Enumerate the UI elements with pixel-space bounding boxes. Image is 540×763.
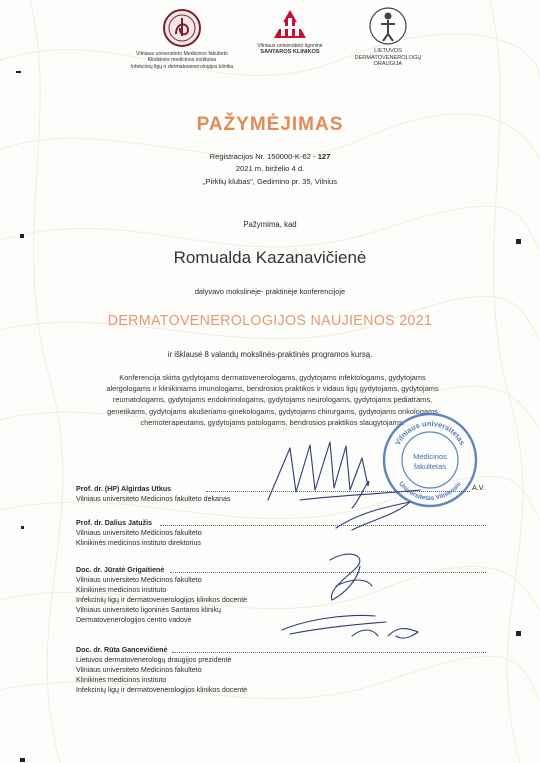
signatory-title-line: Vilniaus universiteto Medicinos fakulteto bbox=[76, 529, 202, 538]
signatory-title-line: Klinikinės medicinos instituto bbox=[76, 676, 167, 685]
signatory-title-line: Klinikinės medicinos instituto direktorius bbox=[76, 539, 201, 548]
description-line: alergologams ir klinikiniams imunologams, bendrosios praktikos ir vidaus ligų gydytojams, gydytojams bbox=[106, 384, 439, 394]
description-line: chemoterapeutams, gydytojams patologams, bendrosios praktikos slaugytojams. bbox=[140, 417, 405, 427]
santaros-logo-line: SANTAROS KLINIKOS bbox=[260, 49, 320, 56]
signatory-title-line: Klinikinės medicinos instituto bbox=[76, 586, 167, 595]
signatory-name: Doc. dr. Jūratė Grigaitienė bbox=[76, 566, 165, 574]
signatory-title-line: Vilniaus universiteto ligoninės Santaros klinikų bbox=[76, 606, 221, 615]
conference-name: DERMATOVENEROLOGIJOS NAUJIENOS 2021 bbox=[107, 313, 433, 329]
santaros-logo-line: Vilniaus universiteto ligoninė bbox=[257, 43, 323, 49]
signatory-name: Prof. dr. (HP) Algirdas Utkus bbox=[76, 485, 172, 493]
stamp-bottom-text: Universitetas Vilniensis bbox=[397, 480, 463, 503]
registration-number-suffix: 127 bbox=[317, 152, 331, 161]
signatory-title-line: Vilniaus universiteto Medicinos fakulteto bbox=[76, 666, 202, 675]
certifies-text: Pažymima, kad bbox=[243, 220, 297, 229]
participated-text: dalyvavo mokslinėje- praktinėje konferencijoje bbox=[194, 287, 346, 296]
signatory-title-line: Infekcinių ligų ir dermatovenerologijos klinikos docentė bbox=[76, 686, 248, 695]
signatory-title-line: Vilniaus universiteto Medicinos fakulteto bbox=[76, 576, 202, 585]
stamp-center-text: Medicinos bbox=[413, 452, 447, 461]
registration-date: 2021 m. birželio 4 d. bbox=[235, 164, 305, 174]
certificate-title: PAŽYMĖJIMAS bbox=[196, 114, 344, 135]
vu-logo-line: Vilniaus universiteto Medicinos fakulteto bbox=[136, 51, 228, 57]
stamp-outer-text: Vilniaus universitetas bbox=[392, 418, 468, 447]
description-line: genetikams, gydytojams akušeriams-ginekologams, gydytojams chirurgams, gydytojams onkologams bbox=[107, 406, 438, 416]
signatory-title-line: Lietuvos dermatovenerologų draugijos prezidentė bbox=[76, 656, 232, 665]
signatory-name: Prof. dr. Dalius Jatužis bbox=[76, 519, 153, 527]
ldvd-logo-line: DRAUGIJA bbox=[373, 61, 403, 68]
vu-logo-line: Klinikinės medicinos institutas bbox=[147, 57, 217, 64]
signature-3-stroke bbox=[330, 554, 372, 600]
ldvd-logo-line: LIETUVOS bbox=[374, 48, 402, 54]
signatory-title-line: Vilniaus universiteto Medicinos fakulteto dekanas bbox=[76, 495, 231, 504]
signatory-title-line: Infekcinių ligų ir dermatovenerologijos klinikos docentė bbox=[76, 596, 248, 605]
registration-place: „Pirklių klubas“, Gedimino pr. 35, Vilnius bbox=[202, 176, 338, 186]
registration-number-prefix: Registracijos Nr. 150000-K-62 - bbox=[209, 152, 318, 161]
description-line: Konferencija skirta gydytojams dermatovenerologams, gydytojams infektologams, gydytojams bbox=[119, 373, 426, 382]
recipient-name: Romualda Kazanavičienė bbox=[173, 248, 367, 267]
signatory-title-line: Dermatovenerologijos centro vadovė bbox=[76, 616, 192, 625]
signature-2-stroke bbox=[336, 502, 410, 530]
description-line: reumatologams, gydytojams endokrinologams, gydytojams neurologams, gydytojams pediatrams, bbox=[112, 395, 433, 405]
vu-logo-line: Infekcinių ligų ir dermatovenerologijos klinika bbox=[130, 63, 234, 70]
stamp-center-text: fakultetas bbox=[413, 462, 447, 471]
completed-text: ir išklausė 8 valandų mokslinės-praktinės programos kursą. bbox=[167, 350, 373, 359]
signature-mark: A.V. bbox=[472, 484, 485, 492]
signatory-name: Doc. dr. Rūta Gancevičienė bbox=[76, 646, 168, 654]
signature-4-stroke bbox=[282, 616, 418, 639]
ldvd-logo-line: DERMATOVENEROLOGŲ bbox=[354, 54, 422, 61]
signature-1-underline bbox=[300, 490, 420, 500]
